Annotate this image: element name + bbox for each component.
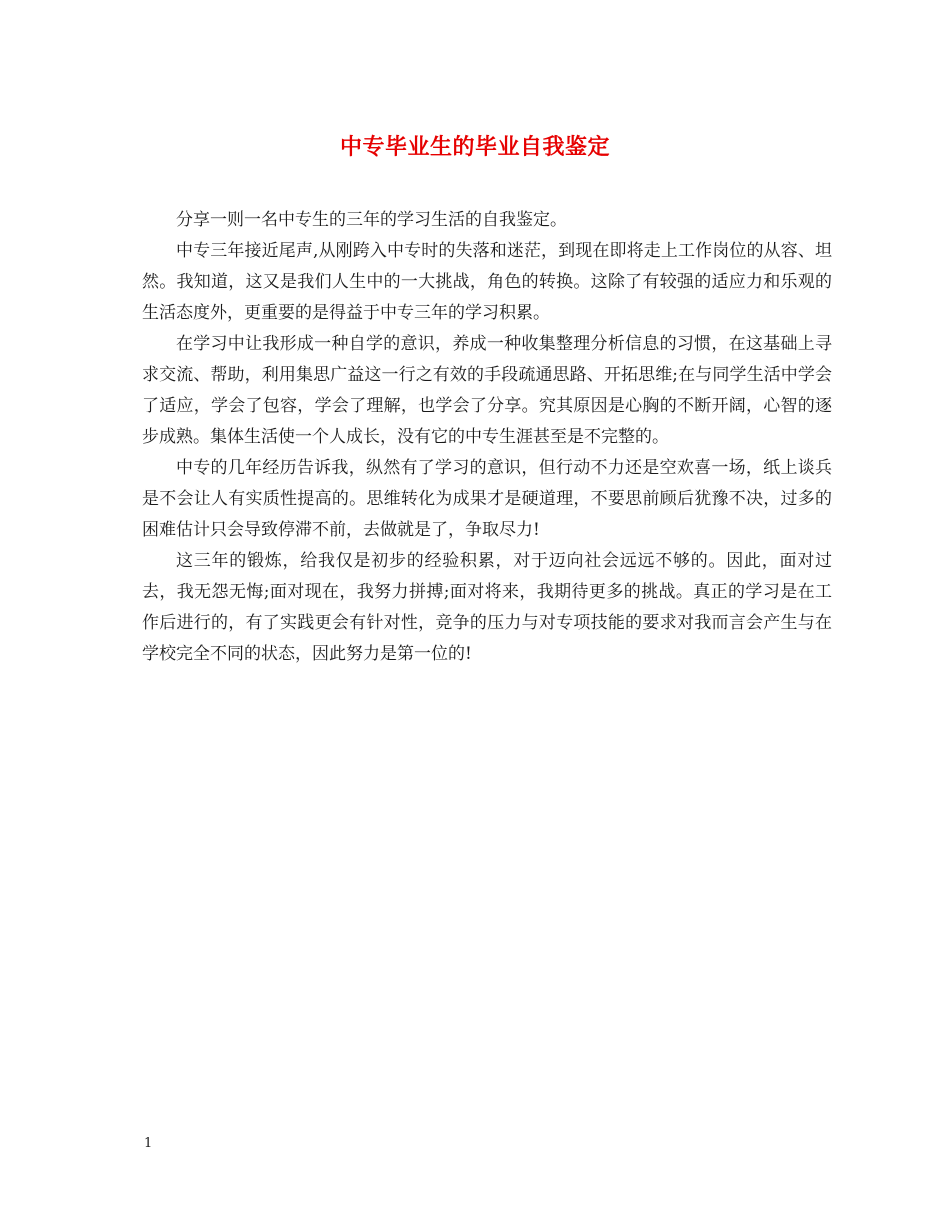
document-body xyxy=(142,205,832,670)
paragraph-learning: 在学习中让我形成一种自学的意识，养成一种收集整理分析信息的习惯，在这基础上寻求交流、帮助，利用集思广益这一行之有效的手段疏通思路、开拓思维;在与同学生活中学会了适应，学会了包容，学会了理解，也学会了分享。究其原因是心胸的不断开阔，心智的逐步成熟。集体生活使一个人成长，没有它的中专生涯甚至是不完整的。 xyxy=(142,334,832,447)
paragraph-intro: 分享一则一名中专生的三年的学习生活的自我鉴定。 xyxy=(176,210,567,230)
paragraph-transition: 中专三年接近尾声,从刚跨入中专时的失落和迷茫，到现在即将走上工作岗位的从容、坦然。我知道，这又是我们人生中的一大挑战，角色的转换。这除了有较强的适应力和乐观的生活态度外，更重要的是得益于中专三年的学习积累。 xyxy=(142,241,832,323)
paragraph-experience: 中专的几年经历告诉我，纵然有了学习的意识，但行动不力还是空欢喜一场，纸上谈兵是不会让人有实质性提高的。思维转化为成果才是硬道理，不要思前顾后犹豫不决，过多的困难估计只会导致停滞不前，去做就是了，争取尽力! xyxy=(142,458,832,540)
document-title: 中专毕业生的毕业自我鉴定 xyxy=(339,134,610,160)
paragraph-conclusion: 这三年的锻炼，给我仅是初步的经验积累，对于迈向社会远远不够的。因此，面对过去，我无怨无悔;面对现在，我努力拼搏;面对将来，我期待更多的挑战。真正的学习是在工作后进行的，有了实践更会有针对性，竞争的压力与对专项技能的要求对我而言会产生与在学校完全不同的状态，因此努力是第一位的! xyxy=(142,551,832,664)
page-number: 1 xyxy=(144,1136,153,1151)
